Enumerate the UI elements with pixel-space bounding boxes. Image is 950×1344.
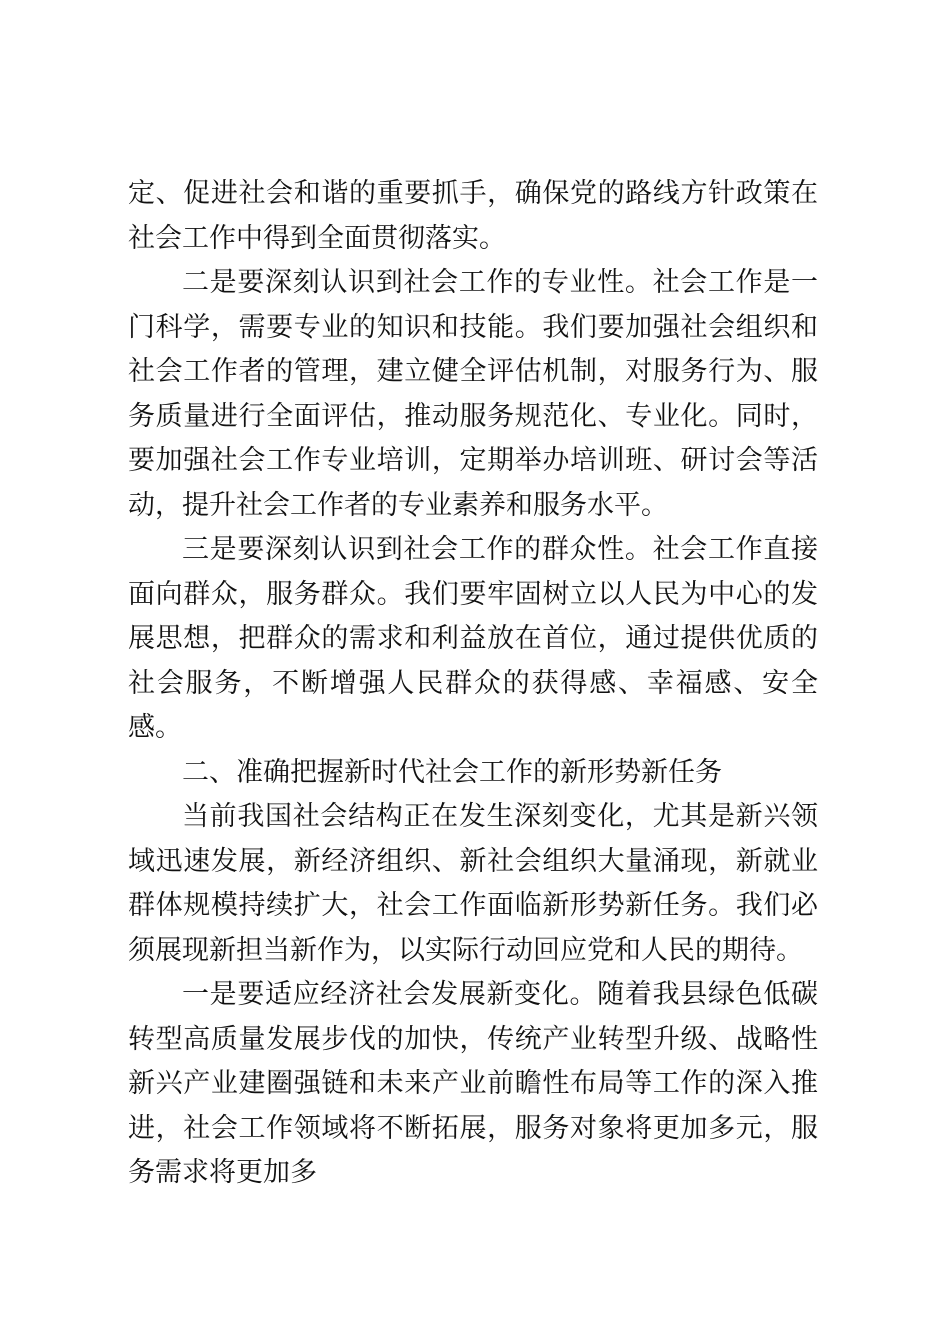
section-heading: 二、准确把握新时代社会工作的新形势新任务 — [182, 756, 722, 788]
paragraph-economic-change: 一是要适应经济社会发展新变化。随着我县绿色低碳转型高质量发展步伐的加快，传统产业转型升级、战略性新兴产业建圈强链和未来产业前瞻性布局等工作的深入推进，社会工作领域将不断拓展，服务对象将更加多元，服务需求将更加多 — [128, 979, 818, 1188]
paragraph-mass-nature: 三是要深刻认识到社会工作的群众性。社会工作直接面向群众，服务群众。我们要牢固树立以人民为中心的发展思想，把群众的需求和利益放在首位，通过提供优质的社会服务，不断增强人民群众的获得感、幸福感、安全感。 — [128, 534, 818, 743]
paragraph-professionalism: 二是要深刻认识到社会工作的专业性。社会工作是一门科学，需要专业的知识和技能。我们要加强社会组织和社会工作者的管理，建立健全评估机制，对服务行为、服务质量进行全面评估，推动服务规范化、专业化。同时，要加强社会工作专业培训，定期举办培训班、研讨会等活动，提升社会工作者的专业素养和服务水平。 — [128, 267, 818, 521]
paragraph-current-situation: 当前我国社会结构正在发生深刻变化，尤其是新兴领域迅速发展，新经济组织、新社会组织大量涌现，新就业群体规模持续扩大，社会工作面临新形势新任务。我们必须展现新担当新作为，以实际行动回应党和人民的期待。 — [128, 801, 818, 966]
document-body — [128, 172, 818, 1196]
paragraph-continuation: 定、促进社会和谐的重要抓手，确保党的路线方针政策在社会工作中得到全面贯彻落实。 — [128, 178, 818, 254]
